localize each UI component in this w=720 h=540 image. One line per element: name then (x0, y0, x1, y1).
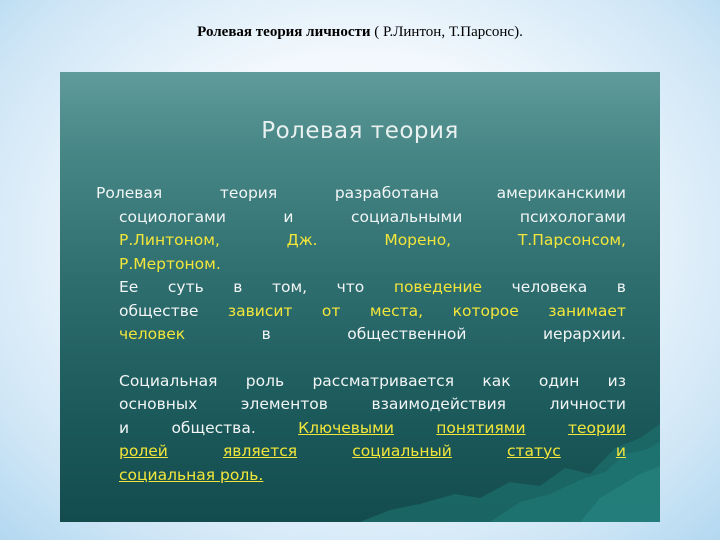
highlight-word: социальная роль. (119, 465, 264, 484)
word: американскими (496, 184, 626, 202)
word: роль (245, 371, 285, 390)
p1-line1 (96, 182, 626, 206)
word: элементов (240, 395, 328, 413)
p3-line1 (96, 370, 626, 394)
p3-line4 (96, 440, 626, 464)
word: что (336, 278, 365, 296)
highlight-word: занимает (548, 301, 626, 320)
p1-line3 (96, 229, 626, 253)
highlight-word: социальный (352, 442, 452, 460)
word: Социальная (119, 371, 218, 390)
word: теория (219, 184, 278, 202)
highlight-word: поведение (393, 278, 483, 296)
p2-line2 (96, 300, 626, 324)
header-title-bold: Ролевая теория личности (197, 24, 371, 40)
word: взаимодействия (371, 395, 507, 413)
word: разработана (334, 184, 439, 202)
word: рассматривается (312, 371, 455, 390)
word: как (482, 371, 511, 390)
highlight-word: и (615, 442, 626, 460)
header-title-rest: ( Р.Линтон, Т.Парсонс). (370, 24, 523, 40)
word: в (616, 278, 626, 296)
p2-line1 (96, 276, 626, 300)
highlight-word: Морено, (384, 231, 452, 249)
word: и (119, 418, 130, 437)
word: и (283, 207, 294, 226)
highlight-word: ролей (119, 442, 168, 460)
word: обществе (119, 301, 199, 320)
highlight-word: Р.Мертоном. (119, 254, 221, 273)
word: в (261, 325, 271, 343)
word: из (607, 371, 626, 390)
p3-line3 (96, 417, 626, 441)
word: иерархии. (542, 325, 626, 343)
highlight-word: Ключевыми (298, 418, 394, 437)
slide-title: Ролевая теория (261, 118, 459, 144)
paragraph-gap (96, 347, 626, 370)
page-header (0, 24, 720, 41)
word: суть (167, 278, 204, 296)
slide-panel (60, 72, 660, 522)
p1-line4 (96, 253, 626, 277)
word: психологами (519, 207, 626, 226)
highlight-word: Т.Парсонсом, (517, 231, 626, 249)
highlight-word: которое (452, 301, 519, 320)
p1-line2 (96, 206, 626, 230)
p3-line5 (96, 464, 626, 488)
word: общественной (347, 325, 467, 343)
word: человека (511, 278, 588, 296)
highlight-word: зависит (227, 301, 293, 320)
word: основных (119, 395, 198, 413)
highlight-word: человек (119, 325, 186, 343)
highlight-word: места, (369, 301, 424, 320)
word: общества. (171, 418, 256, 437)
highlight-word: статус (507, 442, 561, 460)
word: в (233, 278, 243, 296)
word: том, (271, 278, 308, 296)
highlight-word: от (321, 301, 341, 320)
word: личности (549, 395, 626, 413)
highlight-word: Дж. (286, 231, 318, 249)
slide-body (96, 182, 626, 487)
p3-line2 (96, 393, 626, 417)
word: социологами (119, 207, 226, 226)
word: Ролевая (96, 184, 163, 202)
highlight-word: понятиями (436, 418, 526, 437)
highlight-word: теории (567, 418, 626, 437)
word: Ее (119, 278, 139, 296)
p2-line3 (96, 323, 626, 347)
highlight-word: является (222, 442, 298, 460)
highlight-word: Р.Линтоном, (119, 231, 220, 249)
word: один (538, 371, 580, 390)
word: социальными (351, 207, 463, 226)
